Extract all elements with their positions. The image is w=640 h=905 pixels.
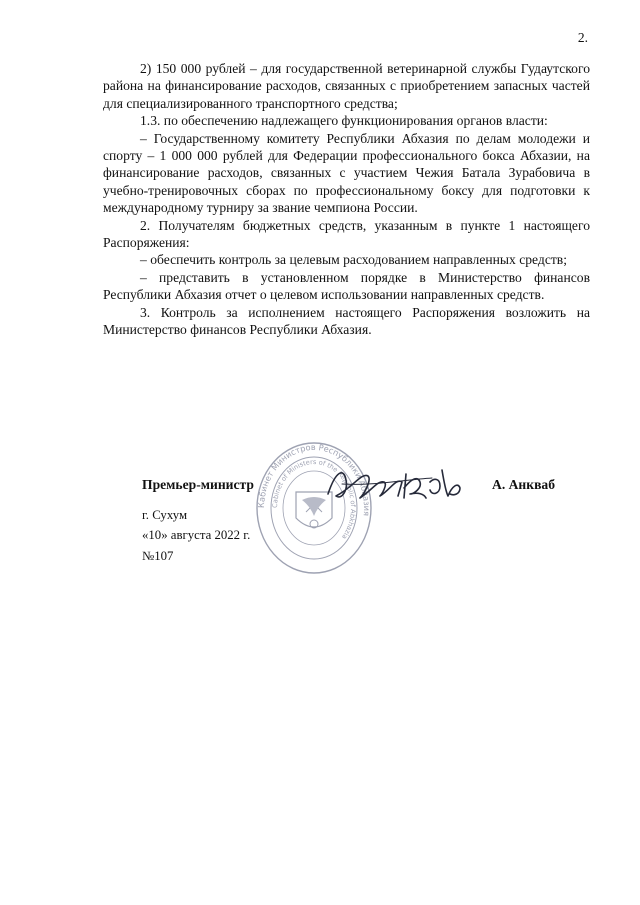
svg-text:Cabinet of Ministers of the Re: Cabinet of Ministers of the Republic of Abkhazia	[270, 457, 358, 541]
paragraph-submit-report: – представить в установленном порядке в Министерство финансов Республики Абхазия отчет о целевом использовании направленных средств.	[103, 269, 590, 303]
paragraph-3: 3. Контроль за исполнением настоящего Распоряжения возложить на Министерство финансов Республики Абхазия.	[103, 304, 590, 338]
paragraph-2-2: 2) 150 000 рублей – для государственной ветеринарной службы Гудаутского района на финансирование расходов, связанных с приобретением запасных частей для специализированного транспортного средства;	[103, 61, 590, 111]
issue-place: г. Сухум	[142, 508, 188, 522]
svg-text:Кабинет Министров Республики А: Кабинет Министров Республики Абхазия	[255, 441, 373, 517]
paragraph-youth-sport-committee: – Государственному комитету Республики Абхазия по делам молодежи и спорту – 1 000 000 рублей для Федерации профессионального бокса Абхазии, на финансирование расходов, связанных с участием Чежия Батала Зурабовича в учебно-тренировочных сборах по профессиональному боксу для подготовки к международному турниру за звание чемпиона России.	[103, 130, 590, 216]
issue-date: «10» августа 2022 г.	[142, 528, 251, 542]
signatory-title: Премьер-министр	[142, 477, 254, 492]
paragraph-ensure-control: – обеспечить контроль за целевым расходованием направленных средств;	[140, 252, 568, 268]
document-body	[103, 60, 590, 339]
page-number: 2.	[577, 30, 588, 45]
paragraph-2: 2. Получателям бюджетных средств, указанным в пункте 1 настоящего Распоряжения:	[103, 217, 590, 251]
paragraph-1-3: 1.3. по обеспечению надлежащего функционирования органов власти:	[140, 113, 548, 129]
signatory-name: А. Анкваб	[492, 477, 556, 492]
document-number: №107	[142, 549, 174, 563]
handwritten-signature	[322, 460, 464, 508]
